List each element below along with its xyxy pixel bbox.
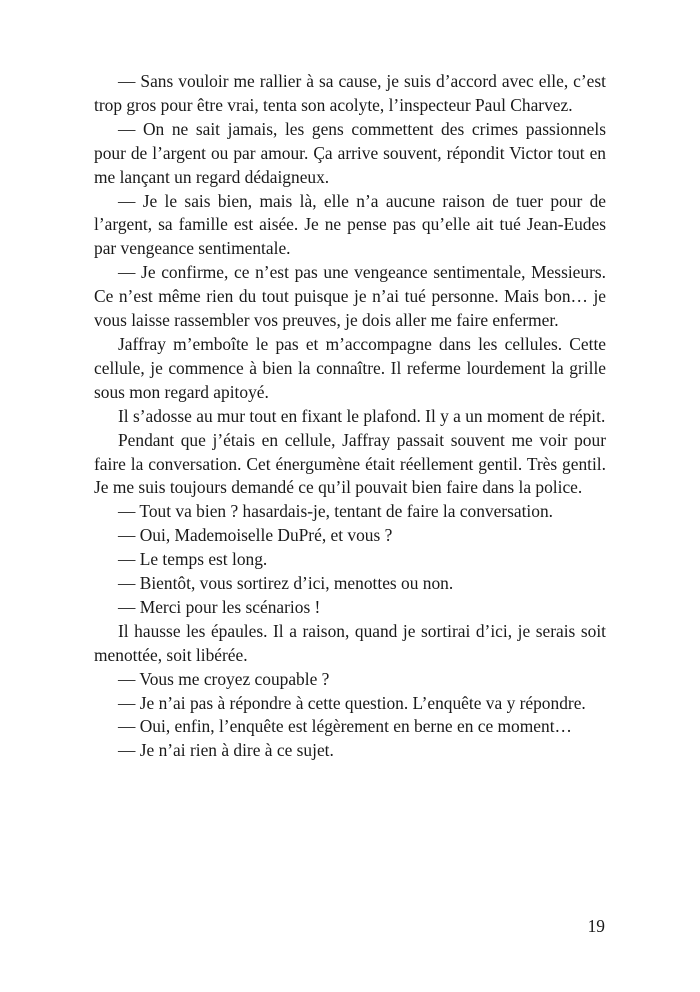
paragraph-15: — Je n’ai pas à répondre à cette question. L’enquête va y répondre. xyxy=(118,692,586,713)
paragraph-16: — Oui, enfin, l’enquête est légèrement en berne en ce moment… xyxy=(118,716,572,737)
paragraph-5: Jaffray m’emboîte le pas et m’accompagne dans les cellules. Cette cellule, je commence à bien la connaître. Il referme lourdement la grille sous mon regard apitoyé. xyxy=(94,333,606,402)
page-body xyxy=(94,70,606,763)
paragraph-3: — Je le sais bien, mais là, elle n’a aucune raison de tuer pour de l’argent, sa famille est aisée. Je ne pense pas qu’elle ait tué Jean-Eudes par vengeance sentimentale. xyxy=(94,190,606,259)
paragraph-9: — Oui, Mademoiselle DuPré, et vous ? xyxy=(118,525,393,546)
paragraph-2: — On ne sait jamais, les gens commettent des crimes passionnels pour de l’argent ou par amour. Ça arrive souvent, répondit Victor tout en me lançant un regard dédaigneux. xyxy=(94,118,606,187)
paragraph-12: — Merci pour les scénarios ! xyxy=(118,596,321,617)
paragraph-14: — Vous me croyez coupable ? xyxy=(118,668,330,689)
paragraph-1: — Sans vouloir me rallier à sa cause, je suis d’accord avec elle, c’est trop gros pour être vrai, tenta son acolyte, l’inspecteur Paul Charvez. xyxy=(94,71,606,115)
paragraph-13: Il hausse les épaules. Il a raison, quand je sortirai d’ici, je serais soit menottée, soit libérée. xyxy=(94,620,606,665)
paragraph-11: — Bientôt, vous sortirez d’ici, menottes ou non. xyxy=(118,573,454,594)
paragraph-10: — Le temps est long. xyxy=(118,549,268,570)
paragraph-7: Pendant que j’étais en cellule, Jaffray passait souvent me voir pour faire la conversation. Cet énergumène était réellement gentil. Très gentil. Je me suis toujours demandé ce qu’il pouvait bien faire dans la police. xyxy=(94,429,606,498)
page-number: 19 xyxy=(587,916,605,936)
paragraph-4: — Je confirme, ce n’est pas une vengeance sentimentale, Messieurs. Ce n’est même rien du tout puisque je n’ai tué personne. Mais bon… je vous laisse rassembler vos preuves, je dois aller me faire enfermer. xyxy=(94,262,606,331)
paragraph-8: — Tout va bien ? hasardais-je, tentant de faire la conversation. xyxy=(118,501,553,522)
paragraph-17: — Je n’ai rien à dire à ce sujet. xyxy=(118,740,334,761)
paragraph-6: Il s’adosse au mur tout en fixant le plafond. Il y a un moment de répit. xyxy=(118,405,606,426)
